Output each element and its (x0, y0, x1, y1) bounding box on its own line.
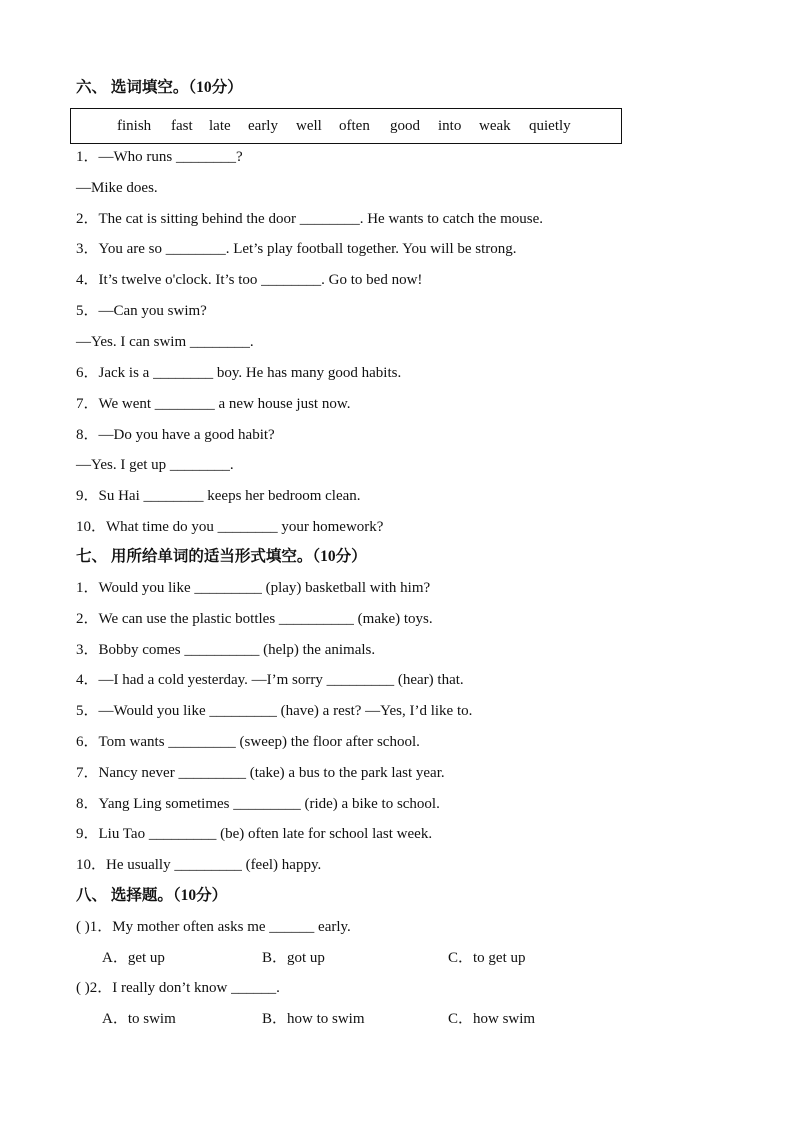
section-6-title: 六、 选词填空。（10分） (76, 79, 243, 96)
question-line: 2．The cat is sitting behind the door ________. He wants to catch the mouse. (76, 211, 543, 227)
question-line: 10．What time do you ________ your homework? (76, 519, 384, 535)
mc-option-a: A．to swim (102, 1011, 176, 1027)
question-line: 4．—I had a cold yesterday. —I’m sorry _________ (hear) that. (76, 672, 464, 688)
question-line: —Yes. I can swim ________. (76, 334, 254, 350)
question-line: —Mike does. (76, 180, 158, 196)
section-7-title: 七、 用所给单词的适当形式填空。（10分） (76, 548, 367, 565)
word-bank-item: good (390, 118, 420, 134)
word-bank (70, 108, 622, 144)
mc-option-b: B．got up (262, 950, 325, 966)
question-line: —Yes. I get up ________. (76, 457, 234, 473)
question-line: 6．Jack is a ________ boy. He has many good habits. (76, 365, 402, 381)
word-bank-item: late (209, 118, 231, 134)
mc-option-a: A．get up (102, 950, 165, 966)
question-line: 1．—Who runs ________? (76, 149, 243, 165)
question-line: 5．—Would you like _________ (have) a rest? —Yes, I’d like to. (76, 703, 473, 719)
mc-option-c: C．to get up (448, 950, 526, 966)
question-line: 3．Bobby comes __________ (help) the animals. (76, 642, 376, 658)
mc-option-b: B．how to swim (262, 1011, 365, 1027)
question-line: 7．We went ________ a new house just now. (76, 396, 351, 412)
question-line: 5．—Can you swim? (76, 303, 207, 319)
word-bank-item: into (438, 118, 462, 134)
question-line: 9．Su Hai ________ keeps her bedroom clean. (76, 488, 361, 504)
word-bank-item: often (339, 118, 370, 134)
question-line: 4．It’s twelve o'clock. It’s too ________. Go to bed now! (76, 272, 423, 288)
question-line: 8．Yang Ling sometimes _________ (ride) a bike to school. (76, 796, 440, 812)
question-line: 8．—Do you have a good habit? (76, 427, 275, 443)
word-bank-item: finish (117, 118, 152, 134)
word-bank-item: early (248, 118, 278, 134)
word-bank-item: quietly (529, 118, 571, 134)
mc-option-c: C．how swim (448, 1011, 536, 1027)
mc-question-stem: ( )2．I really don’t know ______. (76, 980, 280, 996)
question-line: 1．Would you like _________ (play) basketball with him? (76, 580, 431, 596)
question-line: 2．We can use the plastic bottles __________ (make) toys. (76, 611, 433, 627)
word-bank-item: fast (171, 118, 193, 134)
question-line: 3．You are so ________. Let’s play football together. You will be strong. (76, 241, 517, 257)
question-line: 6．Tom wants _________ (sweep) the floor after school. (76, 734, 420, 750)
word-bank-item: weak (479, 118, 511, 134)
word-bank-item: well (296, 118, 322, 134)
question-line: 9．Liu Tao _________ (be) often late for school last week. (76, 826, 433, 842)
section-8-title: 八、 选择题。（10分） (76, 887, 228, 904)
question-line: 10．He usually _________ (feel) happy. (76, 857, 322, 873)
question-line: 7．Nancy never _________ (take) a bus to the park last year. (76, 765, 445, 781)
mc-question-stem: ( )1．My mother often asks me ______ early. (76, 919, 351, 935)
